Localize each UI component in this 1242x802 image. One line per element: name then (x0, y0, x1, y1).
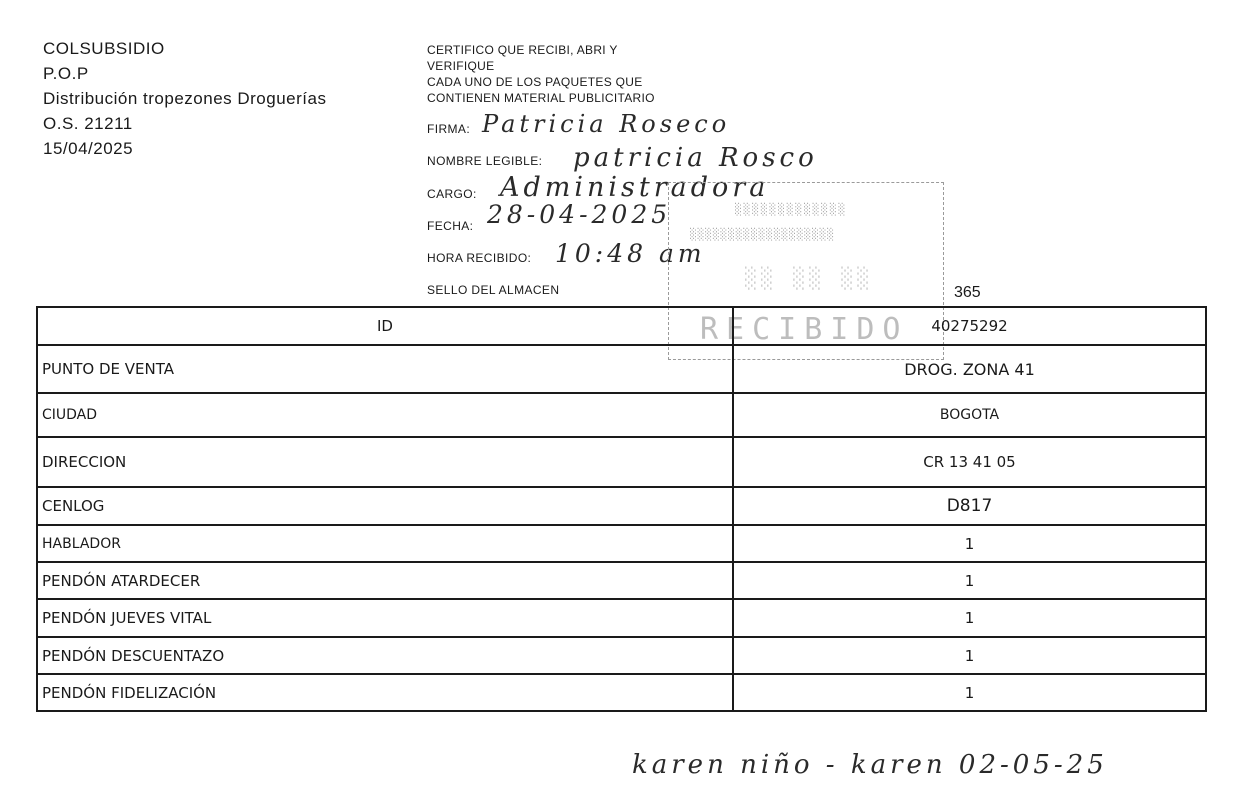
row-label: ID (37, 307, 733, 345)
cert-line: CONTIENEN MATERIAL PUBLICITARIO (427, 91, 655, 105)
table-row (37, 637, 1206, 674)
row-value: 1 (733, 637, 1206, 674)
fecha-label: FECHA: (427, 219, 474, 233)
row-label: HABLADOR (37, 525, 733, 562)
table-row (37, 345, 1206, 393)
row-value: 40275292 (733, 307, 1206, 345)
row-label: CIUDAD (37, 393, 733, 437)
row-value: 1 (733, 674, 1206, 711)
row-value: D817 (733, 487, 1206, 525)
row-label: PENDÓN DESCUENTAZO (37, 637, 733, 674)
table-row (37, 437, 1206, 487)
stamp-faded-line: ░░░░░░░░░░░░░ (735, 203, 848, 216)
fecha-value: 28-04-2025 (487, 200, 672, 229)
row-label: PENDÓN FIDELIZACIÓN (37, 674, 733, 711)
stamp-date: ░░ ░░ ░░ (745, 266, 874, 290)
row-value: BOGOTA (733, 393, 1206, 437)
order-number: O.S. 21211 (43, 114, 133, 133)
hora-value: 10:48 am (555, 239, 706, 268)
table-row (37, 393, 1206, 437)
nombre-label: NOMBRE LEGIBLE: (427, 154, 543, 168)
row-label: PENDÓN ATARDECER (37, 562, 733, 599)
row-label: PENDÓN JUEVES VITAL (37, 599, 733, 637)
distribution-table (36, 306, 1207, 712)
table-row (37, 599, 1206, 637)
handwritten-signoff: karen niño - karen 02-05-25 (632, 750, 1108, 780)
hora-label: HORA RECIBIDO: (427, 251, 532, 265)
sello-label: SELLO DEL ALMACEN (427, 283, 560, 297)
certification-text (427, 42, 655, 106)
stamp-word: RECIBIDO (700, 312, 909, 347)
row-value: CR 13 41 05 (733, 437, 1206, 487)
table-row (37, 525, 1206, 562)
table-row (37, 487, 1206, 525)
cert-line: VERIFIQUE (427, 59, 495, 73)
cert-line: CADA UNO DE LOS PAQUETES QUE (427, 75, 643, 89)
company-name: COLSUBSIDIO (43, 39, 165, 58)
table-row (37, 562, 1206, 599)
row-label: PUNTO DE VENTA (37, 345, 733, 393)
row-value: DROG. ZONA 41 (733, 345, 1206, 393)
nombre-value: patricia Rosco (573, 143, 818, 173)
firma-signature: Patricia Roseco (482, 110, 731, 138)
table-row (37, 307, 1206, 345)
header-date: 15/04/2025 (43, 139, 134, 158)
cargo-label: CARGO: (427, 187, 477, 201)
cargo-value: Administradora (500, 172, 770, 203)
row-value: 1 (733, 599, 1206, 637)
handwritten-number: 365 (954, 284, 981, 301)
firma-label: FIRMA: (427, 122, 471, 136)
cert-line: CERTIFICO QUE RECIBI, ABRI Y (427, 43, 618, 57)
distribution-description: Distribución tropezones Droguerías (43, 89, 327, 108)
document-type: P.O.P (43, 64, 89, 83)
stamp-faded-line: ░░░░░░░░░░░░░░░░░░░ (690, 228, 835, 241)
row-label: DIRECCION (37, 437, 733, 487)
row-label: CENLOG (37, 487, 733, 525)
header-block (43, 36, 326, 161)
table-row (37, 674, 1206, 711)
row-value: 1 (733, 525, 1206, 562)
row-value: 1 (733, 562, 1206, 599)
